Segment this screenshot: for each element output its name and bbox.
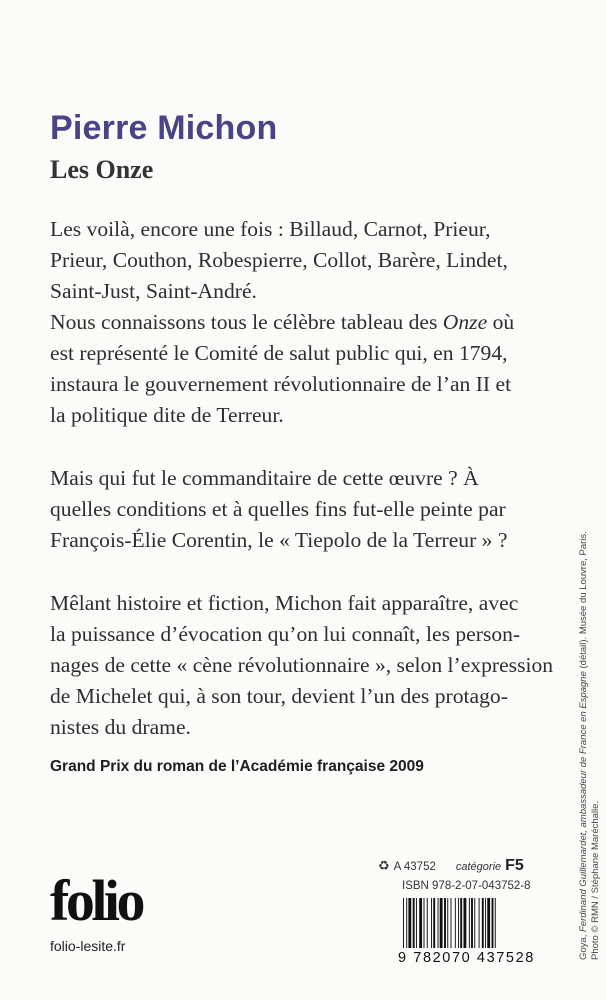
blurb-line: la puissance d’évocation qu’on lui connaît, les person- xyxy=(50,622,521,646)
text-span: Nous connaissons tous le célèbre tableau des xyxy=(50,310,443,334)
barcode-bar xyxy=(431,898,432,948)
barcode-bar xyxy=(495,898,496,948)
folio-logo: folio xyxy=(50,868,143,933)
blurb-line: quelles conditions et à quelles fins fut-elle peinte par xyxy=(50,497,506,521)
blurb-line: la politique dite de Terreur. xyxy=(50,403,284,427)
barcode-bar xyxy=(451,898,452,948)
barcode-bar xyxy=(455,898,456,948)
barcode-bar xyxy=(433,898,435,948)
barcode-bar xyxy=(408,898,411,948)
barcode-bar xyxy=(413,898,415,948)
barcode-bar xyxy=(419,898,422,948)
blurb-line: de Michelet qui, à son tour, devient l’un des protago- xyxy=(50,684,508,708)
barcode-bar xyxy=(458,898,459,948)
barcode-bar xyxy=(474,898,475,948)
credit-line: Photo © RMN / Stéphane Maréchalle. xyxy=(589,800,601,960)
blurb-line: Prieur, Couthon, Robespierre, Collot, Barère, Lindet, xyxy=(50,248,508,272)
recycle-icon: ♻ xyxy=(378,858,390,873)
barcode-bar xyxy=(482,898,484,948)
isbn: ISBN 978-2-07-043752-8 xyxy=(402,880,531,892)
prize-line: Grand Prix du roman de l’Académie française 2009 xyxy=(50,758,424,775)
blurb-line: Mêlant histoire et fiction, Michon fait apparaître, avec xyxy=(50,591,519,615)
book-title: Les Onze xyxy=(50,155,154,184)
blurb-line: nistes du drame. xyxy=(50,715,191,739)
image-credit xyxy=(578,531,601,960)
italic-title: Onze xyxy=(442,310,488,334)
blurb-line: est représenté le Comité de salut public qui, en 1794, xyxy=(50,341,508,365)
text-span: où xyxy=(487,310,515,334)
author-name: Pierre Michon xyxy=(50,109,278,147)
barcode-bar xyxy=(403,898,404,948)
barcode-bar xyxy=(487,898,490,948)
blurb-line: Mais qui fut le commanditaire de cette œuvre ? À xyxy=(50,466,479,490)
paragraph-gap xyxy=(50,431,560,463)
website-link[interactable]: folio-lesite.fr xyxy=(50,938,126,954)
barcode-bar xyxy=(440,898,443,948)
credit-line xyxy=(578,531,590,960)
barcode-bar xyxy=(463,898,466,948)
reference-code: A 43752 xyxy=(393,861,436,873)
barcode-bar xyxy=(469,898,470,948)
catalog-info xyxy=(378,857,524,875)
blurb xyxy=(50,214,560,743)
barcode-bar xyxy=(444,898,446,948)
barcode-digits: 9 782070 437528 xyxy=(398,950,535,966)
text-span: Goya, xyxy=(578,932,589,960)
barcode-bar xyxy=(424,898,425,948)
barcode-bar xyxy=(492,898,494,948)
paragraph-gap xyxy=(50,556,560,588)
barcode-bar xyxy=(427,898,428,948)
text-span: (détail). Musée du Louvre, Paris. xyxy=(578,531,589,672)
barcode-bar xyxy=(438,898,439,948)
blurb-line: instaura le gouvernement révolutionnaire de l’an II et xyxy=(50,372,512,396)
barcode-bar xyxy=(460,898,462,948)
blurb-line xyxy=(50,307,560,338)
barcode-bar xyxy=(416,898,417,948)
barcode-bar xyxy=(471,898,473,948)
category-label: catégorie xyxy=(455,861,502,873)
painting-title: Ferdinand Guillemardet, ambassadeur de France en Espagne xyxy=(578,671,589,932)
category-value: F5 xyxy=(505,857,524,874)
blurb-line: Les voilà, encore une fois : Billaud, Carnot, Prieur, xyxy=(50,217,491,241)
barcode-bar xyxy=(447,898,448,948)
blurb-line: Saint-Just, Saint-André. xyxy=(50,279,257,303)
barcode-bar xyxy=(485,898,486,948)
blurb-line: nages de cette « cène révolutionnaire », selon l’expression xyxy=(50,653,554,677)
barcode-bar xyxy=(406,898,407,948)
blurb-line: François-Élie Corentin, le « Tiepolo de la Terreur » ? xyxy=(50,528,508,552)
barcode xyxy=(403,898,533,948)
barcode-bar xyxy=(479,898,480,948)
